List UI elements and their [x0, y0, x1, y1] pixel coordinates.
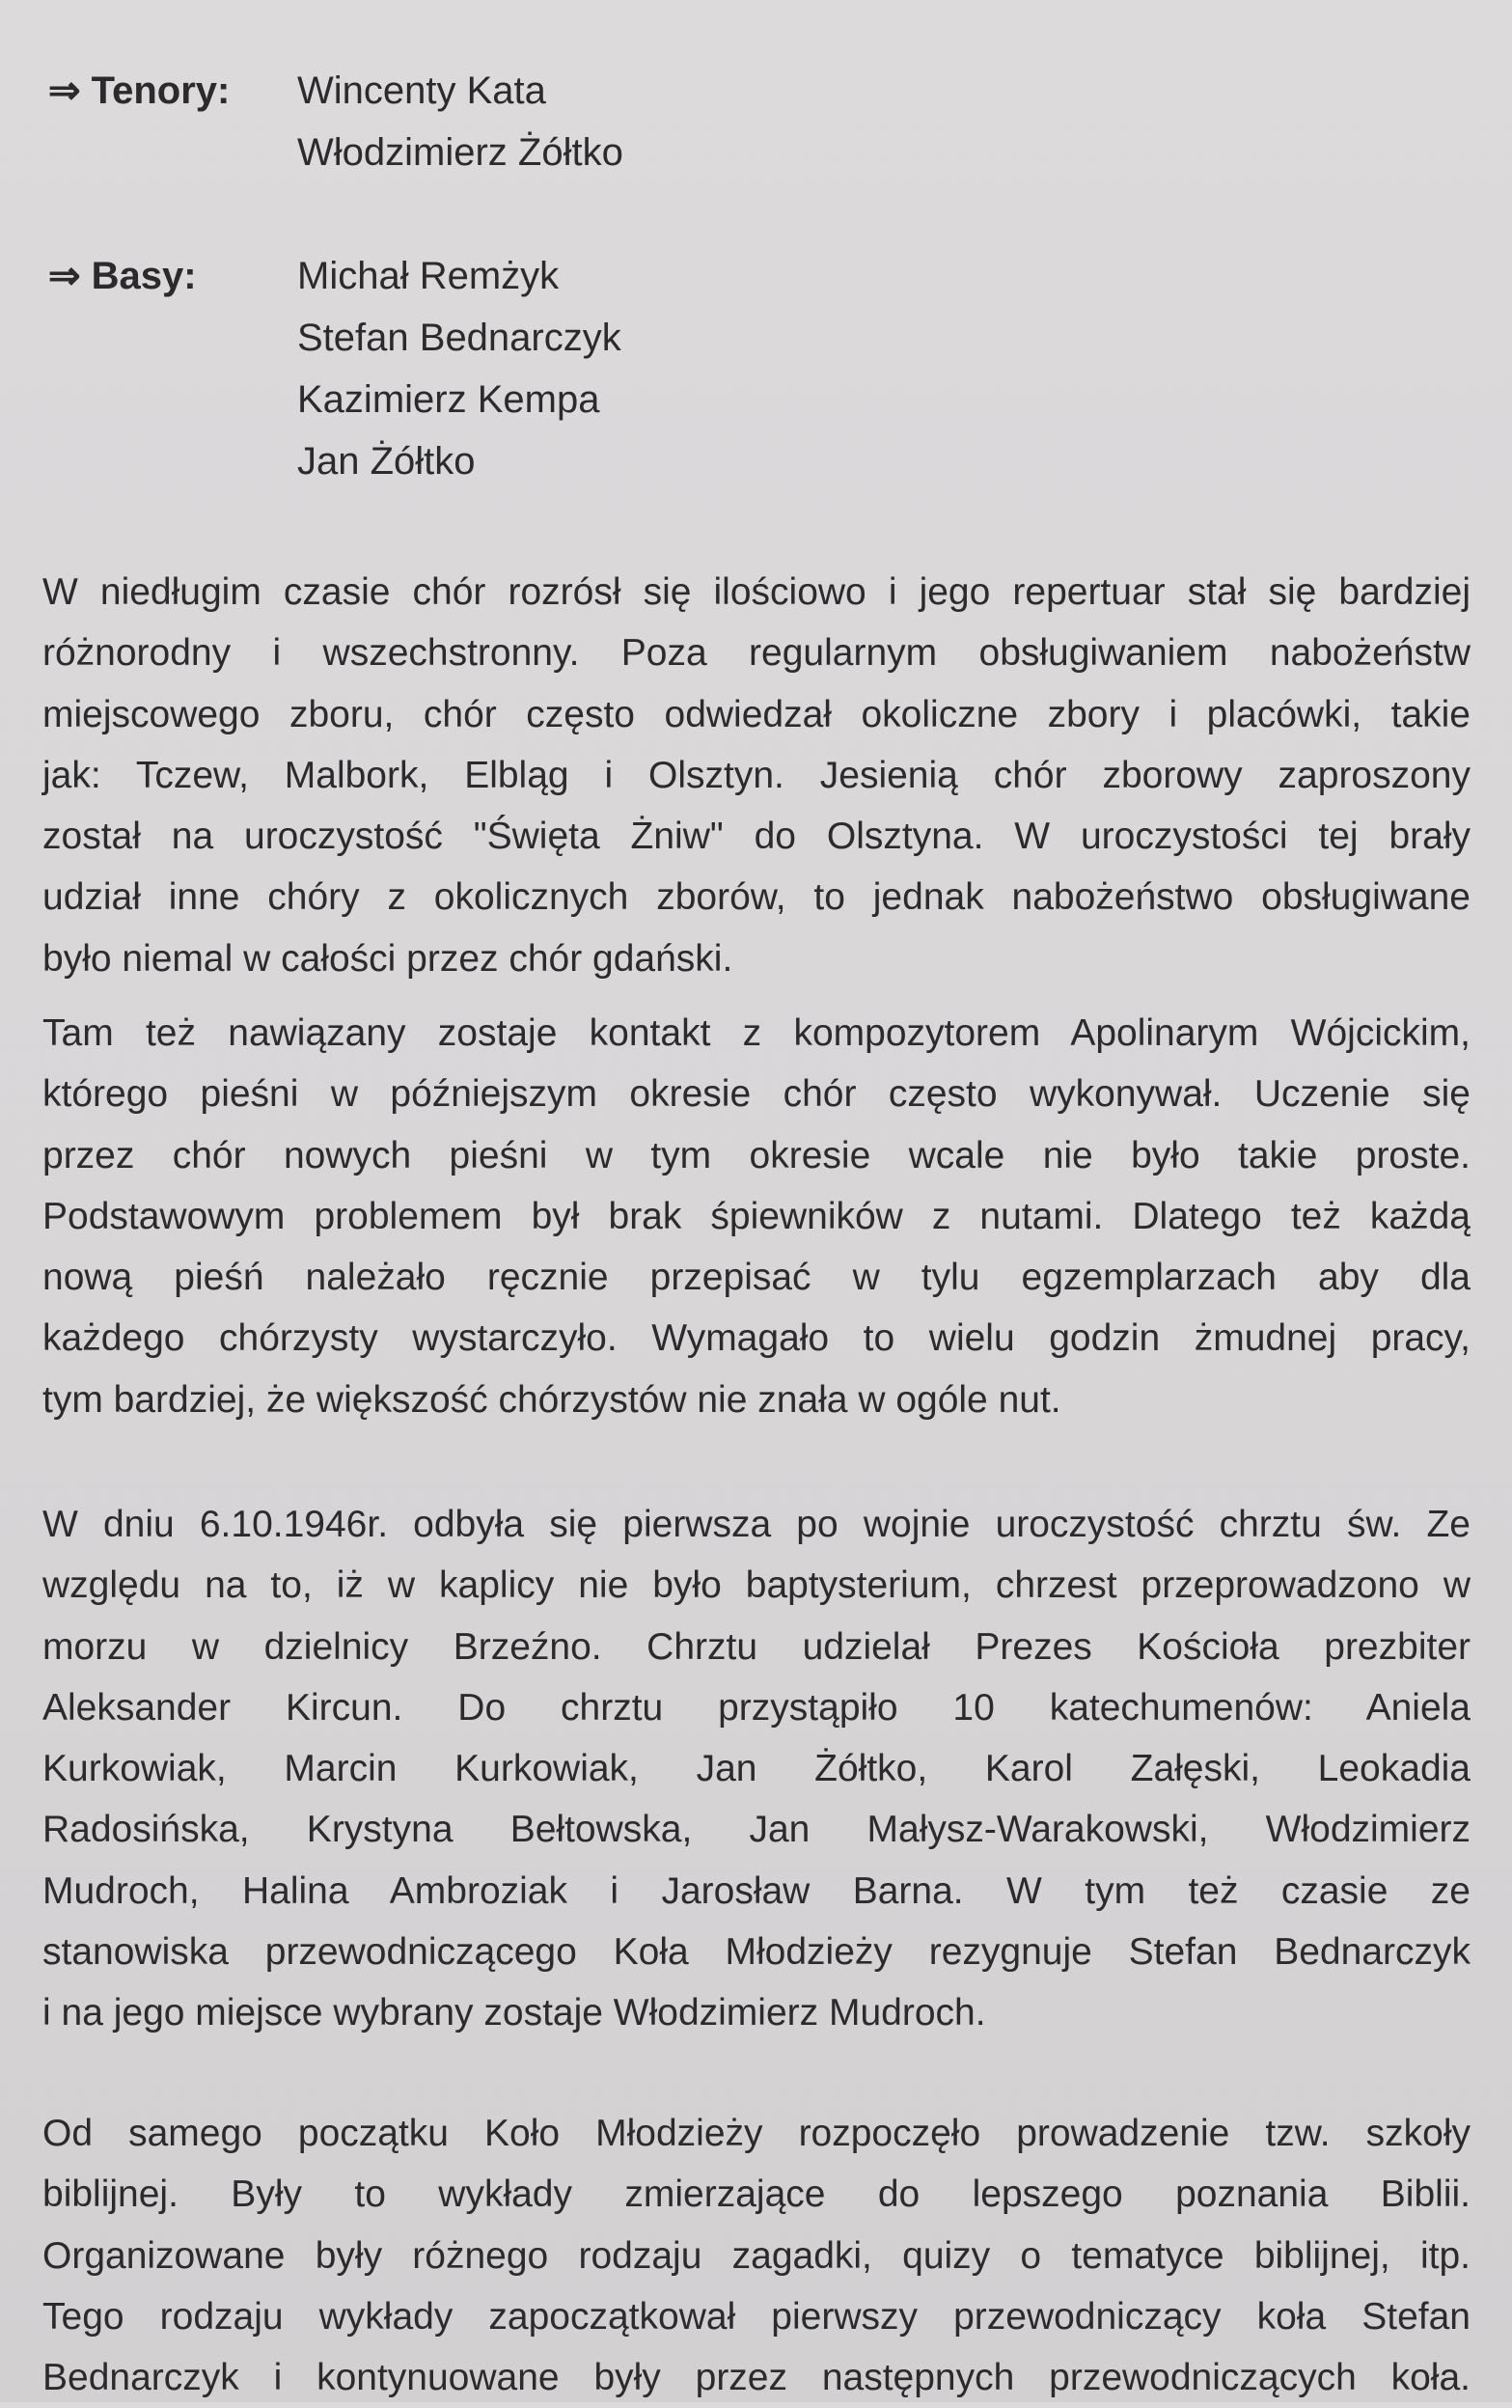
paragraph-line: W niedługim czasie chór rozrósł się ilościowo i jego repertuar stał się bardziej [42, 571, 1471, 613]
paragraph-line: W dniu 6.10.1946r. odbyła się pierwsza po wojnie uroczystość chrztu św. Ze [42, 1504, 1471, 1545]
paragraph-line: różnorodny i wszechstronny. Poza regularnym obsługiwaniem nabożeństw [42, 632, 1471, 675]
paragraph-line: Od samego początku Koło Młodzieży rozpoczęło prowadzenie tzw. szkoły [42, 2113, 1471, 2154]
paragraph-line: którego pieśni w późniejszym okresie chór często wykonywał. Uczenie się [42, 1073, 1471, 1116]
paragraph-line: Tego rodzaju wykłady zapoczątkował pierwszy przewodniczący koła Stefan [42, 2295, 1471, 2338]
paragraph-line: Podstawowym problemem był brak śpiewników z nutami. Dlatego też każdą [42, 1195, 1471, 1237]
paragraph-line: Kurkowiak, Marcin Kurkowiak, Jan Żółtko, Karol Załęski, Leokadia [42, 1748, 1471, 1790]
paragraph-line: Tam też nawiązany zostaje kontakt z kompozytorem Apolinarym Wójcickim, [42, 1012, 1471, 1054]
bass-name: Michał Remżyk [297, 255, 560, 297]
paragraph-line: morzu w dzielnicy Brzeźno. Chrztu udzielał Prezes Kościoła prezbiter [42, 1625, 1471, 1668]
tenors-label: ⇒ Tenory: [48, 69, 231, 112]
paragraph-line: i na jego miejsce wybrany zostaje Włodzimierz Mudroch. [42, 1992, 986, 2034]
paragraph-line: Organizowane były różnego rodzaju zagadki, quizy o tematyce biblijnej, itp. [42, 2234, 1471, 2277]
paragraph-line: miejscowego zboru, chór często odwiedzał okoliczne zbory i placówki, takie [42, 693, 1471, 735]
paragraph-line: przez chór nowych pieśni w tym okresie wcale nie było takie proste. [42, 1134, 1471, 1176]
basses-label: ⇒ Basy: [48, 255, 197, 297]
tenors-section [48, 60, 623, 183]
tenors-names [297, 60, 623, 183]
paragraph-choir-growth [42, 562, 1471, 989]
paragraph-baptism [42, 1494, 1471, 2044]
tenor-name: Włodzimierz Żółtko [297, 131, 623, 174]
bass-name: Jan Żółtko [297, 440, 476, 483]
paragraph-line: każdego chórzysty wystarczyło. Wymagało to wielu godzin żmudnej pracy, [42, 1317, 1471, 1360]
paragraph-line: było niemal w całości przez chór gdański. [42, 937, 733, 980]
paragraph-line: jak: Tczew, Malbork, Elbląg i Olsztyn. Jesienią chór zborowy zaproszony [42, 754, 1471, 796]
tenor-name: Wincenty Kata [297, 69, 546, 112]
basses-names [297, 245, 621, 492]
paragraph-line: stanowiska przewodniczącego Koła Młodzieży rezygnuje Stefan Bednarczyk [42, 1931, 1471, 1974]
paragraph-line: względu na to, iż w kaplicy nie było baptysterium, chrzest przeprowadzono w [42, 1564, 1471, 1607]
paragraph-line: Aleksander Kircun. Do chrztu przystąpiło 10 katechumenów: Aniela [42, 1686, 1471, 1729]
bass-name: Kazimierz Kempa [297, 378, 600, 421]
basses-section [48, 245, 621, 492]
paragraph-line: Radosińska, Krystyna Bełtowska, Jan Małysz-Warakowski, Włodzimierz [42, 1809, 1471, 1851]
paragraph-line: Bednarczyk i kontynuowane były przez następnych przewodniczących koła. [42, 2357, 1471, 2399]
paragraph-line: nową pieśń należało ręcznie przepisać w tylu egzemplarzach aby dla [42, 1257, 1471, 1299]
paragraph-line: biblijnej. Były to wykłady zmierzające do lepszego poznania Biblii. [42, 2173, 1471, 2216]
paragraph-composer-contact [42, 1003, 1471, 1430]
paragraph-line: Mudroch, Halina Ambroziak i Jarosław Barna. W tym też czasie ze [42, 1869, 1471, 1912]
paragraph-line: udział inne chóry z okolicznych zborów, to jednak nabożeństwo obsługiwane [42, 876, 1471, 919]
paragraph-line: tym bardziej, że większość chórzystów nie znała w ogóle nut. [42, 1378, 1061, 1421]
bass-name: Stefan Bednarczyk [297, 317, 621, 359]
paragraph-line: został na uroczystość "Święta Żniw" do Olsztyna. W uroczystości tej brały [42, 816, 1471, 858]
paragraph-bible-school [42, 2103, 1471, 2408]
